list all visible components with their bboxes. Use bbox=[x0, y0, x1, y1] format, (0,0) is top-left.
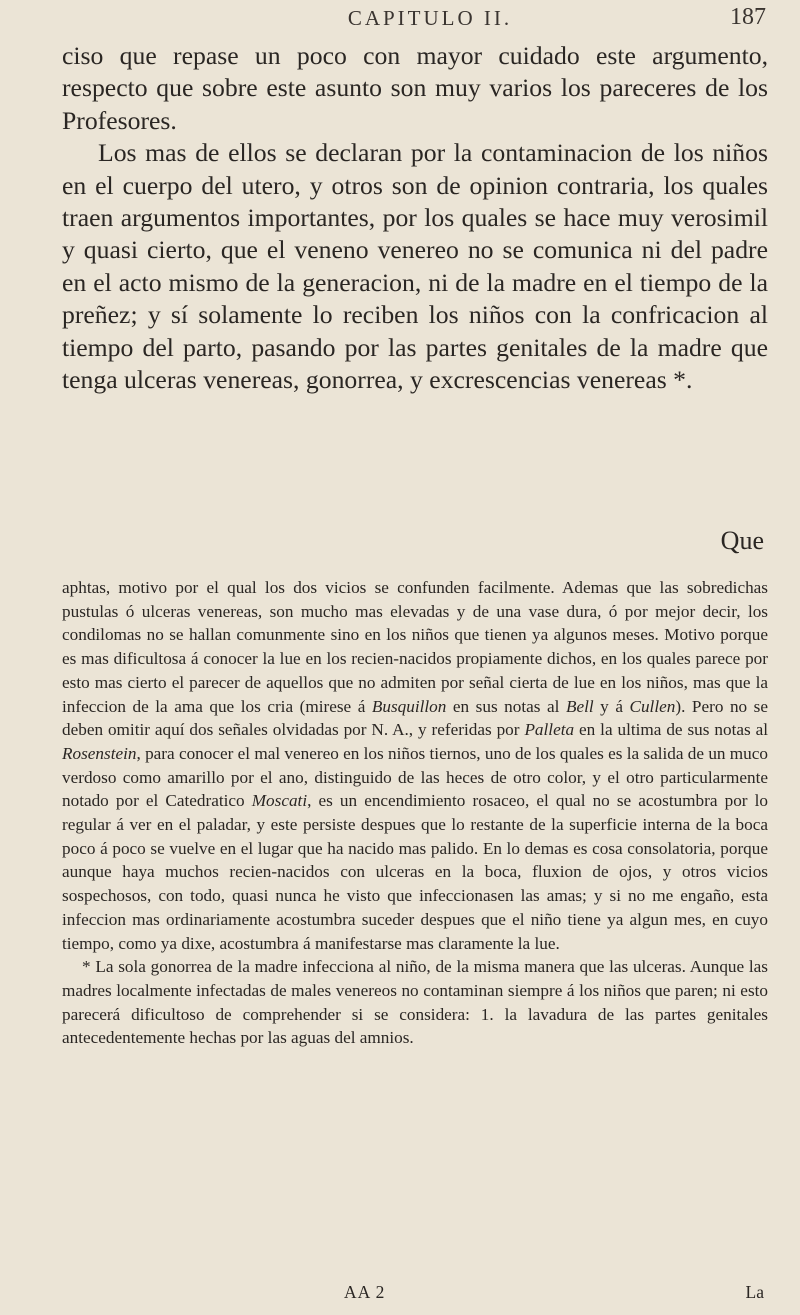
footnote-text: aphtas, motivo por el qual los dos vicios se confunden facilmente. Ademas que las sobredichas pustulas ó ulceras venereas, son mucho mas elevadas y de una vase dura, ó por mejor decir, los condilomas no se hallan comunmente sino en los niños que tienen ya algunos meses. Motivo porque es mas dificultosa á conocer la lue en los recien-nacidos propiamente dichos, en los quales parece por esto mas cierto el parecer de aquellos que no admiten por señal cierta de lue en los niños, mas que la infeccion de la ama que los cria (mirese á bbox=[62, 578, 768, 716]
catchword-footnote: La bbox=[745, 1282, 764, 1302]
signature-mark: AA 2 bbox=[344, 1282, 386, 1302]
footnote-text: en sus notas al bbox=[446, 696, 566, 716]
footnote: * La sola gonorrea de la madre infecciona al niño, de la misma manera que las ulceras. Aunque las madres localmente infectadas de males venereos no contaminan siempre á los niños que paren; ni esto parecerá dificultoso de comprehender si se considera: 1. la lavadura de las partes genitales antecedentemente hechas por las aguas del amnios. bbox=[62, 957, 768, 1048]
author-name: Moscati bbox=[251, 791, 308, 811]
footnote-text: y á bbox=[593, 696, 630, 716]
catchword: Que bbox=[720, 526, 764, 555]
author-name: Bell bbox=[565, 696, 594, 716]
author-name: Palleta bbox=[524, 720, 575, 740]
running-head: CAPITULO II. bbox=[347, 6, 513, 30]
paragraph-continuation: ciso que repase un poco con mayor cuidado este argumento, respecto que sobre este asunto son muy varios los pareceres de los Profesores. bbox=[62, 41, 768, 135]
author-name: Busquillon bbox=[371, 696, 447, 716]
footnote-continuation bbox=[62, 576, 768, 955]
author-name: Rosenstein bbox=[62, 743, 137, 763]
footnote-text: , es un encendimiento rosaceo, el qual no se acostumbra por lo regular á ver en el paladar, y este persiste despues que lo restante de la superficie interna de la boca poco á poco se vuelve en el lugar que ha nacido mas palido. En lo demas es cosa consolatoria, porque aunque haya muchos recien-nacidos con ulceras en la boca, fluxion de ojos, y otros vicios sospechosos, con todo, quasi nunca he visto que infeccionasen las amas; y si no me engaño, esta infeccion mas ordinariamente acostumbra suceder despues que el niño tiene ya algun mes, en cuyo tiempo, como ya dixe, acostumbra á manifestarse mas claramente la lue. bbox=[62, 791, 768, 953]
paragraph: Los mas de ellos se declaran por la contaminacion de los niños en el cuerpo del utero, y otros son de opinion contraria, los quales traen argumentos importantes, por los quales se hace muy verosimil y quasi cierto, que el veneno venereo no se comunica ni del padre en el acto mismo de la generacion, ni de la madre en el tiempo de la preñez; y sí solamente lo reciben los niños con la confricacion al tiempo del parto, pasando por las partes genitales de la madre que tenga ulceras venereas, gonorrea, y excrescencias venereas *. bbox=[62, 138, 768, 395]
page-number: 187 bbox=[730, 4, 766, 30]
author-name: Cullen bbox=[629, 696, 676, 716]
footnote-text: , para conocer el mal venereo en los niños tiernos, uno de los quales es la salida de un muco verdoso como amarillo por el ano, distinguido de las heces de otro color, y el otro particularmente notado por el Catedratico bbox=[62, 743, 768, 811]
footnote-text: ). Pero no se deben omitir aquí dos señales olvidadas por N. A., y referidas por bbox=[62, 696, 768, 740]
footnotes bbox=[62, 576, 768, 1050]
main-text bbox=[62, 40, 768, 396]
footnote-text: en la ultima de sus notas al bbox=[574, 720, 768, 740]
